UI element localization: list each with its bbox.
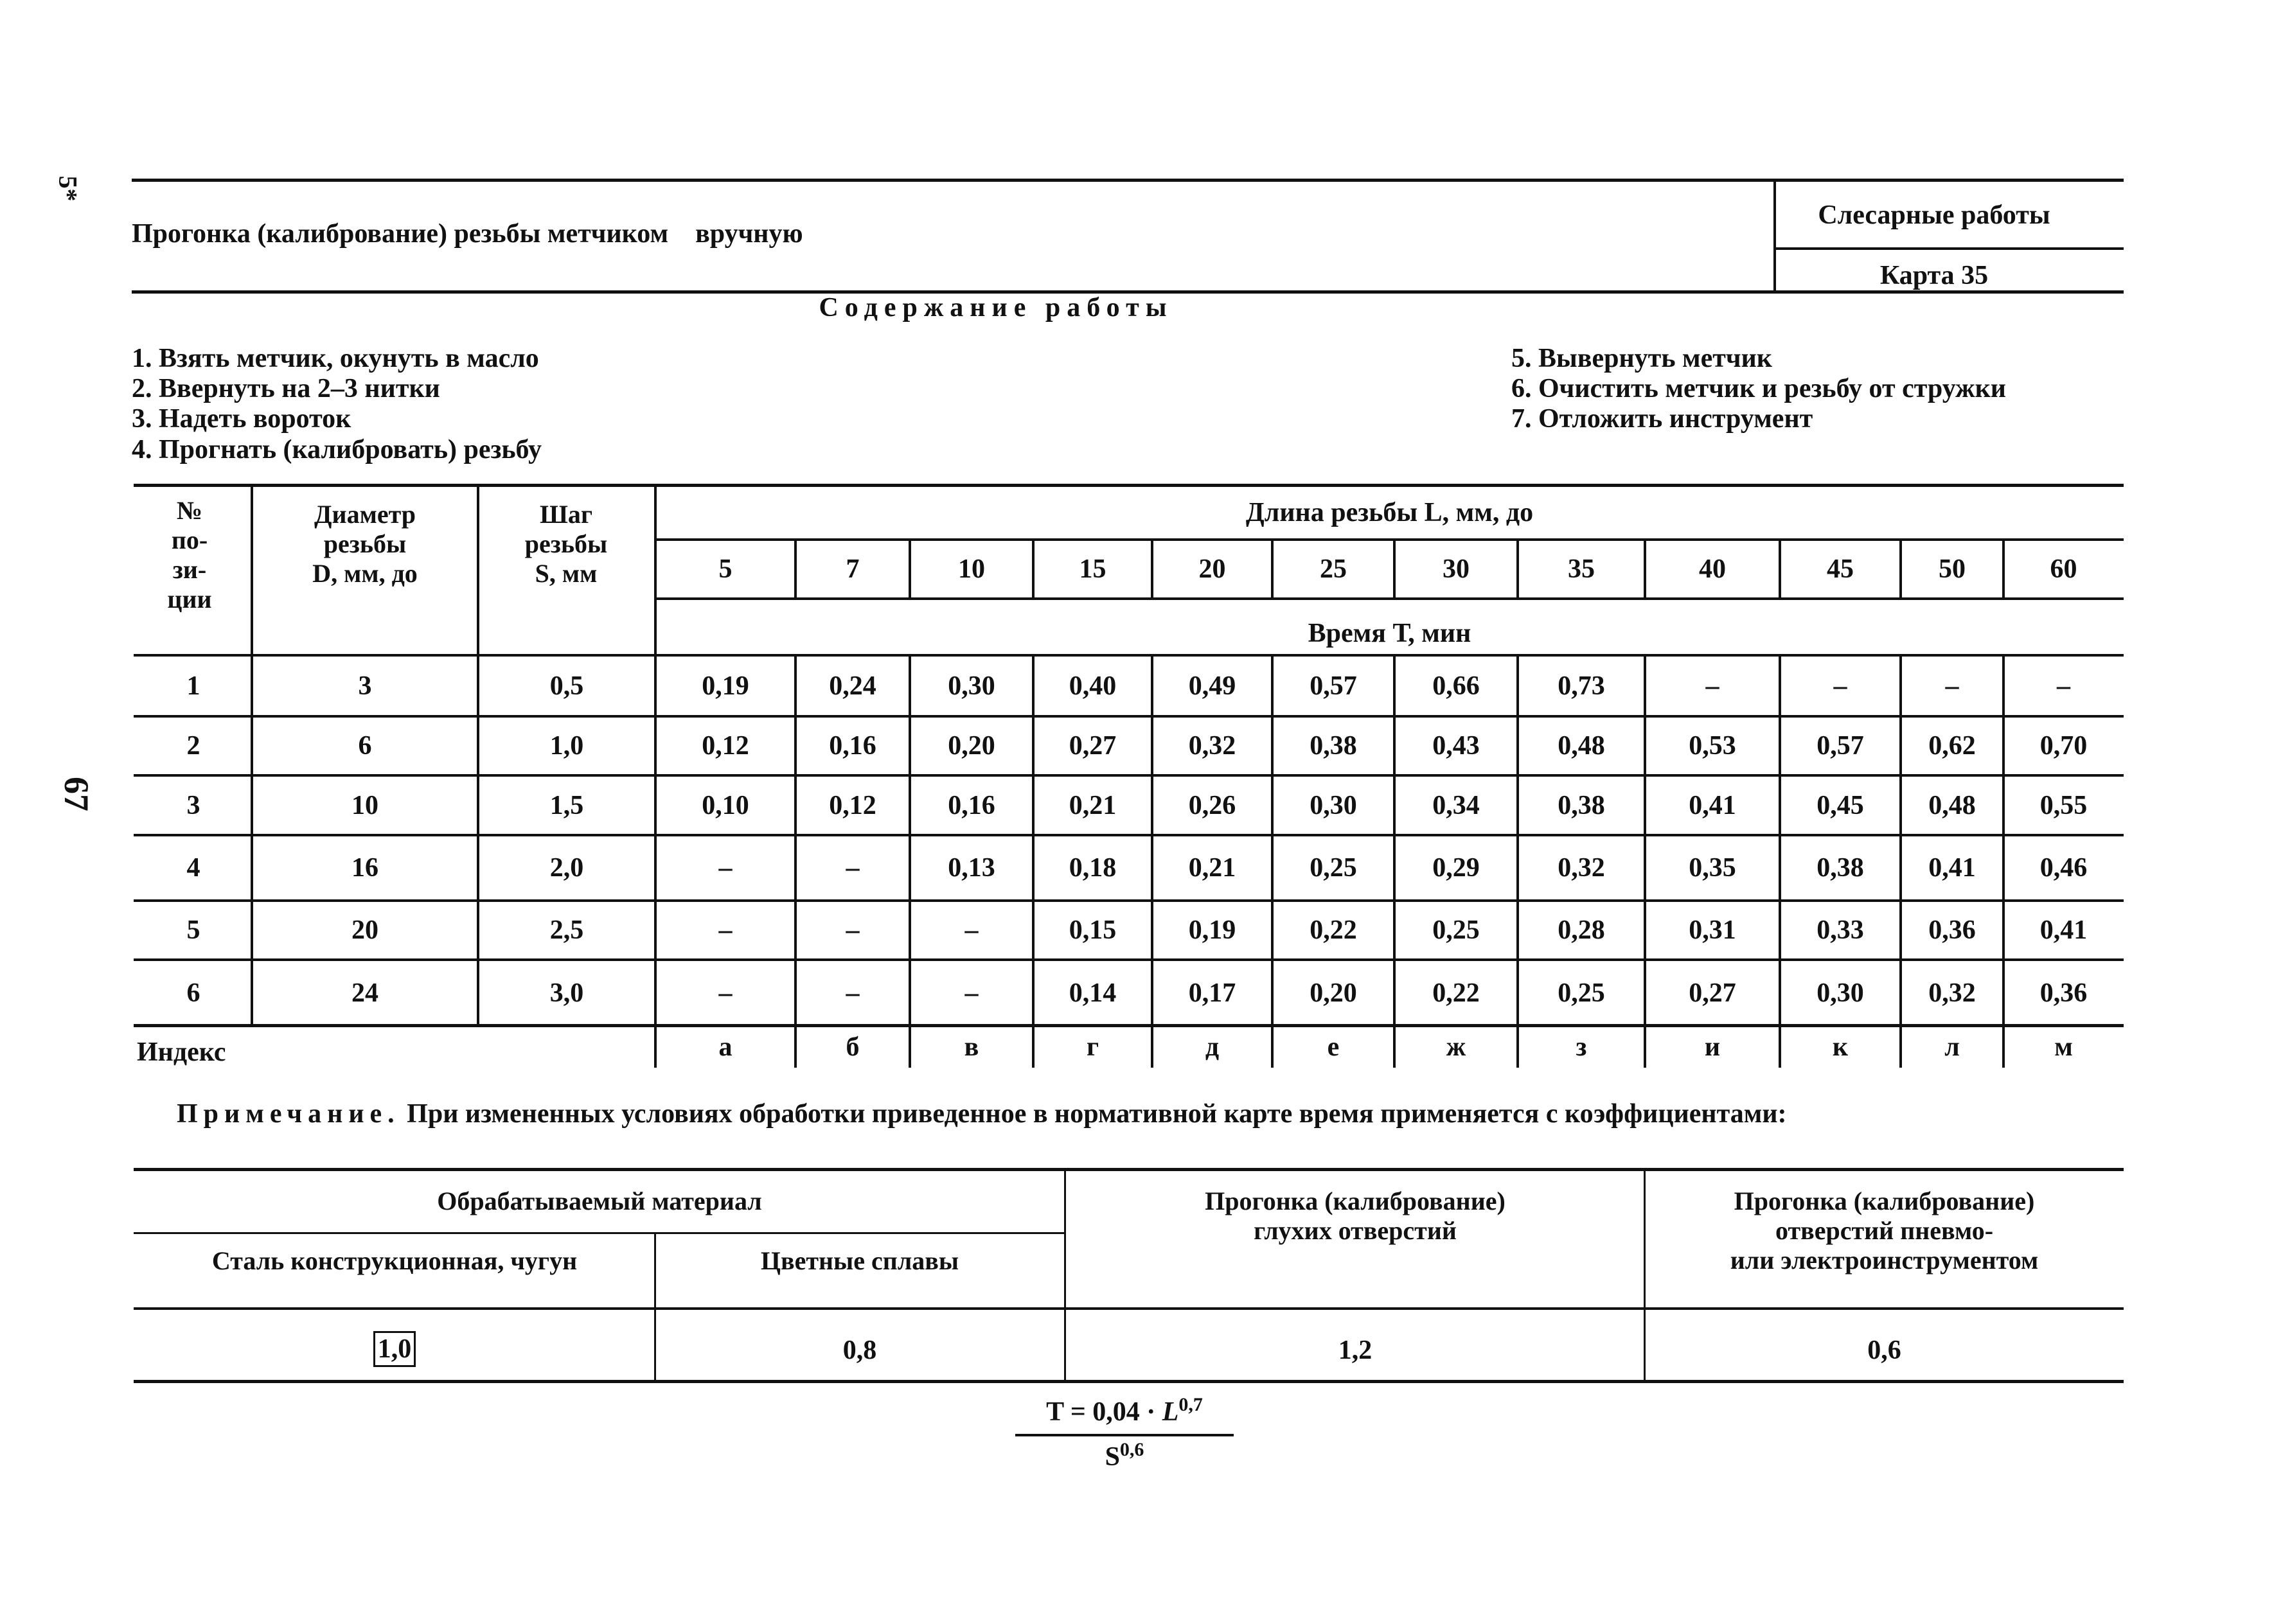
coef-divider-2 [1064,1169,1066,1381]
time-cell: 0,62 [1928,731,1976,761]
length-value: 20 [1198,554,1226,584]
time-cell: – [964,915,979,945]
row-pitch: 2,5 [549,915,584,945]
header-pitch-3: S, мм [535,559,598,588]
length-value: 15 [1079,554,1106,584]
row-pitch: 3,0 [549,978,584,1008]
header-bottom-rule [134,654,2124,657]
time-cell: 0,22 [1310,915,1357,945]
step-4: 4. Прогнать (калибровать) резьбу [132,435,542,464]
time-cell: 0,27 [1069,731,1117,761]
formula-numerator [1002,1394,1247,1427]
length-value: 10 [958,554,985,584]
formula-fraction-bar [1015,1434,1234,1436]
row-rule [134,834,2124,836]
time-cell: 0,25 [1558,978,1605,1008]
time-cell: 0,19 [1188,915,1236,945]
time-cell: 0,30 [948,671,995,701]
index-value: е [1327,1032,1340,1062]
time-cell: 0,19 [702,671,749,701]
time-cell: 0,40 [1069,671,1117,701]
time-cell: 0,49 [1188,671,1236,701]
index-value: ж [1446,1032,1466,1062]
time-cell: 0,27 [1689,978,1736,1008]
row-diameter: 10 [351,790,378,820]
step-3: 3. Надеть вороток [132,404,351,434]
header-position-1: № [176,496,203,525]
time-cell: 0,22 [1432,978,1480,1008]
time-cell: – [1833,671,1847,701]
corner-mark: 5* [53,175,83,202]
length-value: 7 [846,554,860,584]
time-cell: 0,25 [1432,915,1480,945]
time-cell: 0,30 [1310,790,1357,820]
content-heading: Содержание работы [819,293,1173,322]
row-pitch: 0,5 [549,671,584,701]
data-bottom-rule [134,1024,2124,1027]
row-diameter: 24 [351,978,378,1008]
time-cell: 0,48 [1928,790,1976,820]
time-cell: – [846,978,860,1008]
time-cell: – [1705,671,1719,701]
time-cell: 0,66 [1432,671,1480,701]
row-position: 5 [186,915,200,945]
time-cell: 0,18 [1069,853,1117,883]
time-cell: 0,16 [948,790,995,820]
time-cell: 0,57 [1310,671,1357,701]
row-pitch: 1,5 [549,790,584,820]
coef-material-rule [134,1232,1065,1234]
note-label: Примечание. [177,1099,400,1129]
header-position-3: зи- [172,555,207,584]
index-value: к [1832,1032,1849,1062]
row-pitch: 2,0 [549,853,584,883]
time-cell: – [718,978,733,1008]
time-cell: 0,36 [1928,915,1976,945]
header-position-4: ции [167,585,212,613]
time-cell: 0,28 [1558,915,1605,945]
time-cell: 0,26 [1188,790,1236,820]
formula-exp-s: 0,6 [1119,1439,1144,1460]
coef-steel-header: Сталь конструкционная, чугун [211,1246,578,1275]
table-top-rule [134,484,2124,487]
coef-steel-value [135,1331,654,1367]
formula-var-l: L [1162,1397,1179,1427]
coef-blind-header-1: Прогонка (калибрование) [1205,1187,1506,1215]
formula-prefix: T = 0,04 · [1046,1397,1162,1427]
time-cell: 0,20 [948,731,995,761]
time-cell: 0,31 [1689,915,1736,945]
length-value: 40 [1699,554,1726,584]
time-cell: 0,14 [1069,978,1117,1008]
time-cell: 0,35 [1689,853,1736,883]
time-cell: 0,41 [2039,915,2088,945]
coef-blind-header-2: глухих отверстий [1254,1216,1457,1245]
row-diameter: 16 [351,853,378,883]
document-title: Прогонка (калибрование) резьбы метчиком вручную [132,219,803,249]
page-number: 67 [57,777,96,811]
time-cell: 0,32 [1188,731,1236,761]
time-cell: 0,15 [1069,915,1117,945]
coef-nonferrous-value: 0,8 [842,1336,877,1365]
index-value: в [964,1032,979,1062]
row-position: 6 [186,978,200,1008]
step-7: 7. Отложить инструмент [1511,404,1813,434]
coef-bottom-rule [134,1380,2124,1383]
time-cell: 0,32 [1928,978,1976,1008]
header-time: Время Т, мин [1308,619,1471,648]
length-value: 5 [718,554,733,584]
coef-header-rule [134,1307,2124,1310]
time-cell: 0,24 [829,671,876,701]
time-cell: 0,12 [829,790,876,820]
time-cell: 0,17 [1188,978,1236,1008]
row-pitch: 1,0 [549,731,584,761]
header-diameter-3: D, мм, до [312,559,418,588]
time-cell: – [846,915,860,945]
row-diameter: 3 [358,671,372,701]
time-cell: 0,70 [2039,731,2088,761]
time-cell: – [2057,671,2070,701]
header-pitch-1: Шаг [539,500,593,529]
time-cell: 0,38 [1817,853,1864,883]
time-cell: 0,73 [1558,671,1605,701]
index-value: з [1576,1032,1587,1062]
row-position: 4 [186,853,200,883]
time-cell: 0,36 [2039,978,2088,1008]
step-6: 6. Очистить метчик и резьбу от стружки [1511,374,2006,403]
time-cell: 0,13 [948,853,995,883]
time-cell: 0,21 [1069,790,1117,820]
length-value: 30 [1443,554,1470,584]
index-value: б [846,1032,860,1062]
header-thread-length: Длина резьбы L, мм, до [1245,498,1534,527]
length-value: 35 [1568,554,1595,584]
index-value: л [1944,1032,1960,1062]
time-cell: 0,34 [1432,790,1480,820]
time-cell: 0,53 [1689,731,1736,761]
time-cell: 0,30 [1817,978,1864,1008]
work-category: Слесарные работы [1818,200,2050,230]
time-cell: 0,32 [1558,853,1605,883]
header-position-2: по- [171,525,208,554]
time-cell: 0,57 [1817,731,1864,761]
coef-top-rule [134,1168,2124,1171]
time-cell: 0,20 [1310,978,1357,1008]
time-cell: – [718,915,733,945]
time-cell: 0,25 [1310,853,1357,883]
row-position: 3 [186,790,200,820]
coef-power-header-1: Прогонка (калибрование) [1734,1187,2035,1215]
index-value: а [718,1032,733,1062]
coef-nonferrous-header: Цветные сплавы [760,1246,959,1275]
row-rule [134,958,2124,961]
time-cell: 0,38 [1558,790,1605,820]
index-label: Индекс [137,1037,226,1067]
note-text: При измененных условиях обработки приведенное в нормативной карте время применяется с коэффициентами: [407,1099,1787,1129]
formula-var-s: S [1105,1442,1120,1472]
coef-power-value: 0,6 [1867,1336,1901,1365]
length-value: 45 [1827,554,1854,584]
length-value: 25 [1320,554,1347,584]
formula-exp-l: 0,7 [1178,1394,1203,1415]
row-diameter: 6 [358,731,372,761]
row-diameter: 20 [351,915,378,945]
card-number: Карта 35 [1879,261,1989,290]
index-value: д [1205,1032,1220,1062]
length-values-rule [655,597,2124,600]
time-cell: 0,16 [829,731,876,761]
step-2: 2. Ввернуть на 2–3 нитки [132,374,440,403]
row-rule [134,715,2124,718]
formula-denominator [1002,1439,1247,1472]
coef-steel-value-box: 1,0 [373,1331,416,1367]
coef-power-header-2: отверстий пневмо- [1775,1216,1994,1245]
time-cell: 0,21 [1188,853,1236,883]
time-cell: 0,12 [702,731,749,761]
index-value: и [1704,1032,1721,1062]
coef-power-header-3: или электроинструментом [1730,1246,2039,1275]
time-cell: 0,10 [702,790,749,820]
time-cell: 0,43 [1432,731,1480,761]
time-cell: 0,45 [1817,790,1864,820]
row-position: 1 [186,671,200,701]
header-diameter-2: резьбы [323,529,407,558]
time-cell: 0,41 [1928,853,1976,883]
header-pitch-2: резьбы [524,529,608,558]
index-value: м [2054,1032,2073,1062]
length-value: 50 [1939,554,1966,584]
step-1: 1. Взять метчик, окунуть в масло [132,344,539,373]
header-diameter-1: Диаметр [314,500,416,529]
row-position: 2 [186,731,200,761]
time-cell: – [964,978,979,1008]
step-5: 5. Вывернуть метчик [1511,344,1772,373]
length-value: 60 [2050,554,2077,584]
time-cell: – [846,853,860,883]
time-cell: 0,48 [1558,731,1605,761]
row-rule [134,774,2124,777]
time-cell: 0,41 [1689,790,1736,820]
index-value: г [1086,1032,1099,1062]
time-cell: – [1945,671,1959,701]
coef-material-header: Обрабатываемый материал [437,1187,762,1215]
time-cell: 0,38 [1310,731,1357,761]
time-cell: 0,33 [1817,915,1864,945]
row-rule [134,899,2124,902]
time-cell: 0,29 [1432,853,1480,883]
time-cell: – [718,853,733,883]
time-cell: 0,46 [2039,853,2088,883]
length-header-rule [655,538,2124,541]
coef-blind-value: 1,2 [1338,1336,1372,1365]
time-cell: 0,55 [2039,790,2088,820]
note [177,1099,1787,1129]
